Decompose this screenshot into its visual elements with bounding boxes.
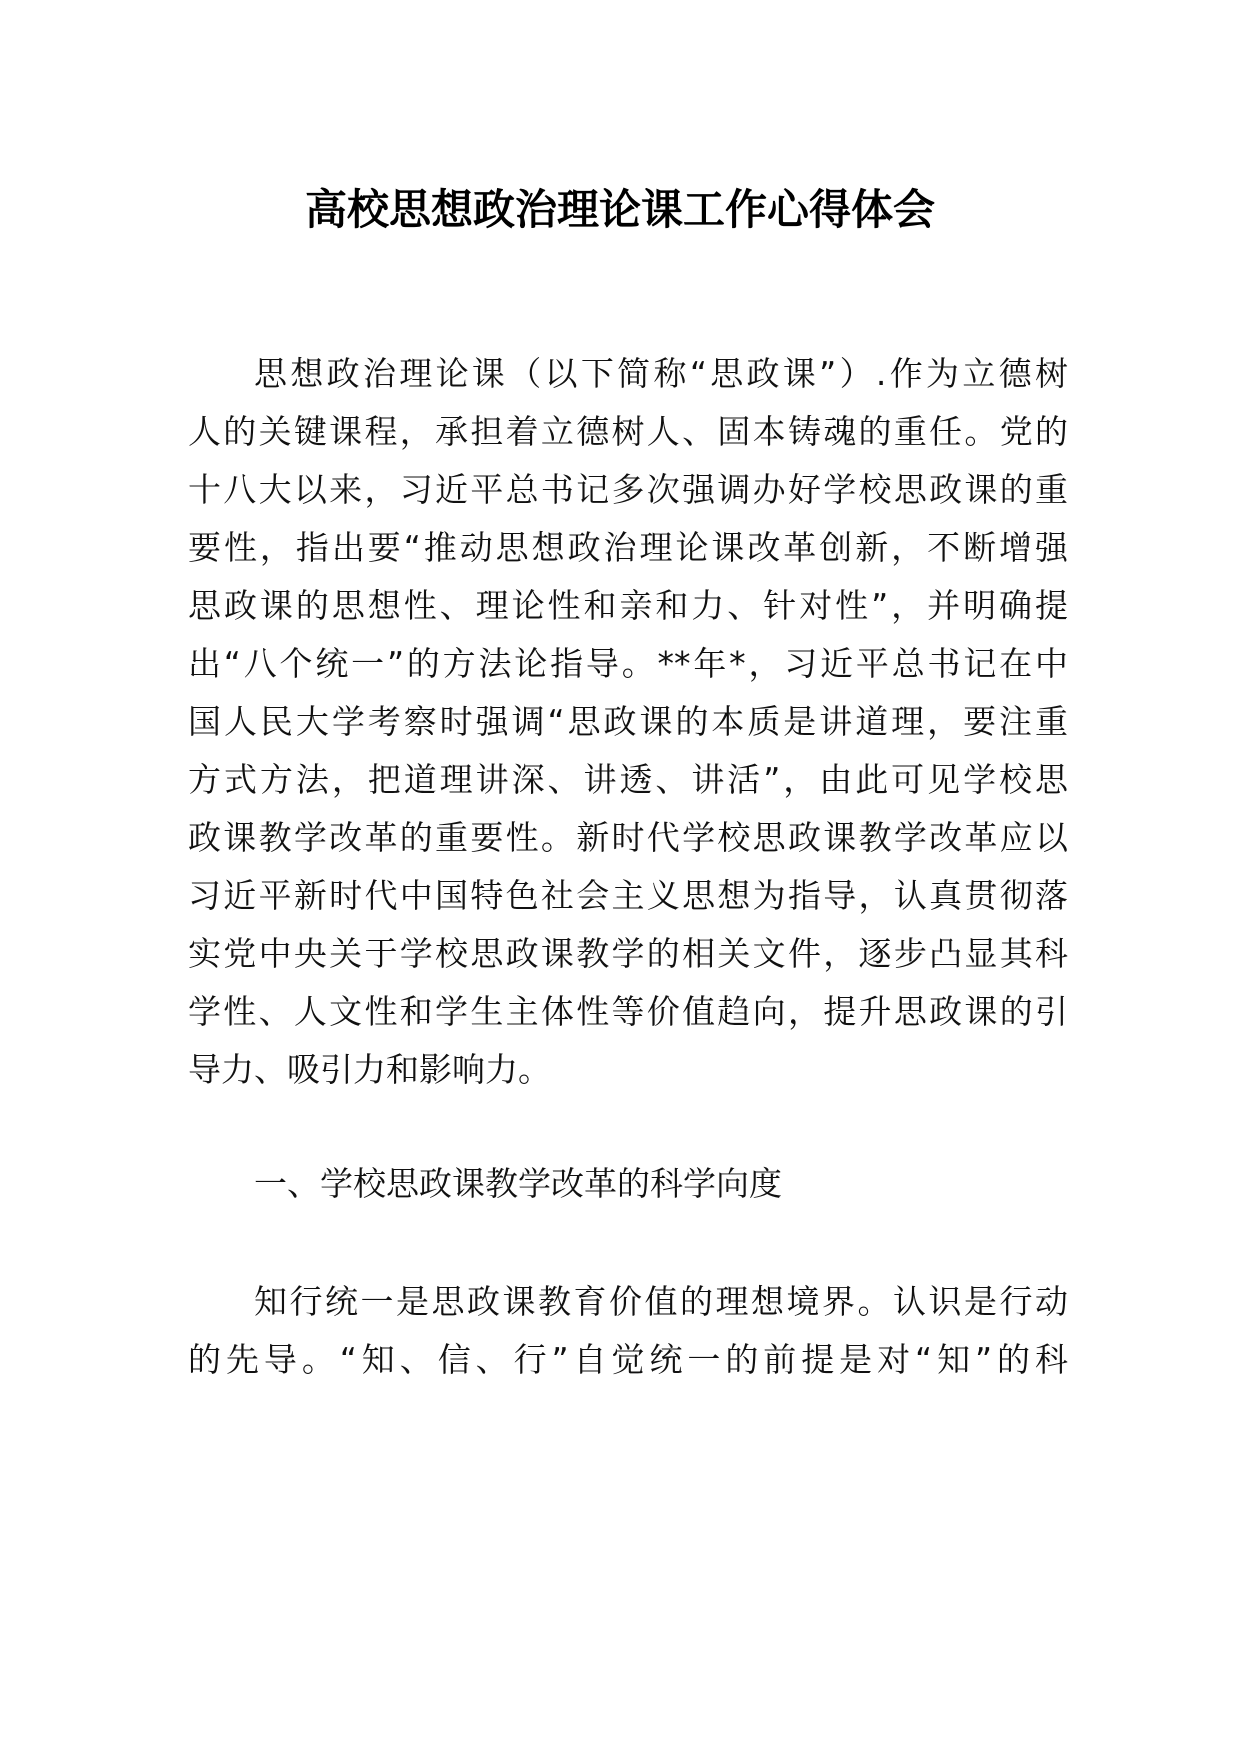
text-line: 导力、吸引力和影响力。 [188, 1050, 551, 1089]
section-heading-text: 一、学校思政课教学改革的科学向度 [254, 1164, 782, 1203]
text-line: 十八大以来，习近平总书记多次强调办好学校思政课的重 [188, 470, 1068, 509]
text-line: 知行统一是思政课教育价值的理想境界。认识是行动 [254, 1282, 1068, 1321]
text-line: 习近平新时代中国特色社会主义思想为指导，认真贯彻落 [188, 876, 1068, 915]
text-line: 的先导。“知、信、行”自觉统一的前提是对“知”的科 [188, 1340, 1068, 1379]
document-title: 高校思想政治理论课工作心得体会 [304, 185, 935, 234]
text-line: 思政课的思想性、理论性和亲和力、针对性”，并明确提 [188, 586, 1068, 625]
text-line: 政课教学改革的重要性。新时代学校思政课教学改革应以 [188, 818, 1068, 857]
text-line: 实党中央关于学校思政课教学的相关文件，逐步凸显其科 [188, 934, 1068, 973]
text-line: 国人民大学考察时强调“思政课的本质是讲道理，要注重 [188, 702, 1068, 741]
text-line: 人的关键课程，承担着立德树人、固本铸魂的重任。党的 [188, 412, 1068, 451]
text-line: 方式方法，把道理讲深、讲透、讲活”，由此可见学校思 [188, 760, 1068, 799]
text-line: 要性，指出要“推动思想政治理论课改革创新，不断增强 [188, 528, 1068, 567]
text-line: 思想政治理论课（以下简称“思政课”）.作为立德树 [254, 354, 1068, 393]
text-line: 学性、人文性和学生主体性等价值趋向，提升思政课的引 [188, 992, 1068, 1031]
text-line: 出“八个统一”的方法论指导。**年*，习近平总书记在中 [188, 644, 1068, 683]
